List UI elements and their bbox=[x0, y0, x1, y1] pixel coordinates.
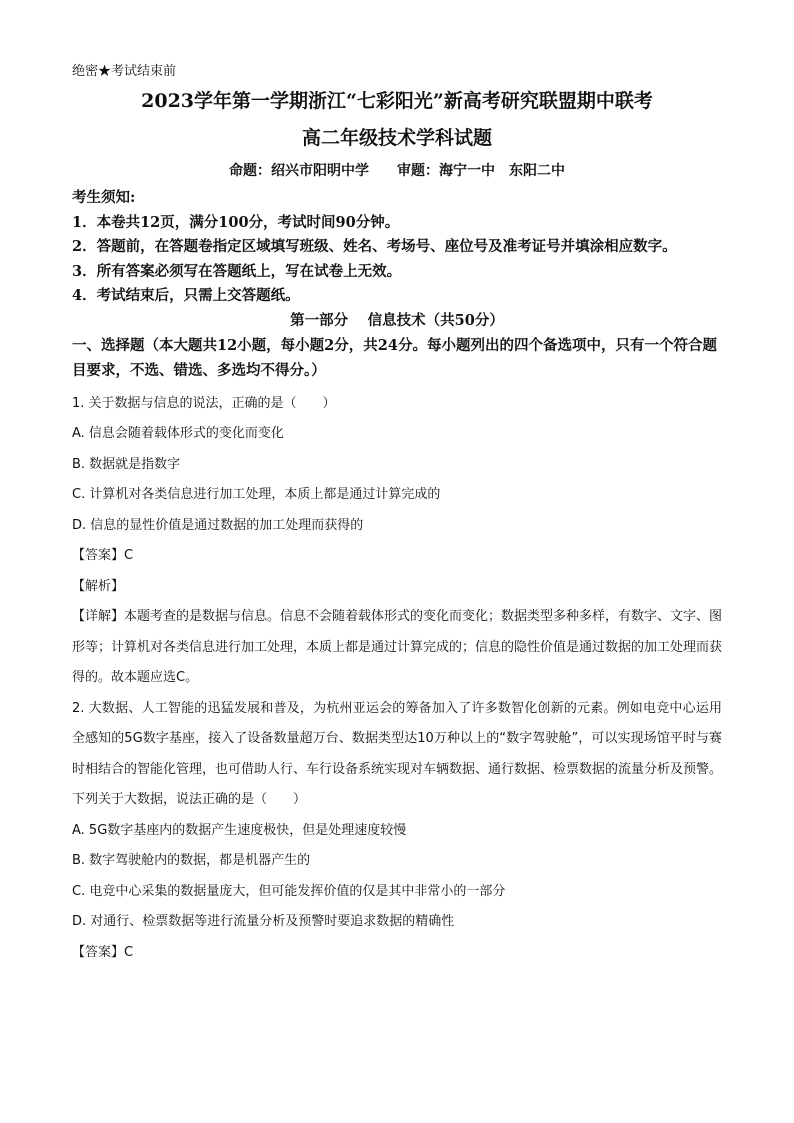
option-d: D. 信息的显性价值是通过数据的加工处理而获得的 bbox=[72, 517, 364, 533]
option-c: C. 电竞中心采集的数据量庞大，但可能发挥价值的仅是其中非常小的一部分 bbox=[72, 883, 506, 899]
notice-heading: 考生须知: bbox=[72, 189, 136, 206]
exam-notice bbox=[72, 186, 722, 309]
answer-label: 【答案】C bbox=[72, 548, 134, 563]
question-stem: 2. 大数据、人工智能的迅猛发展和普及，为杭州亚运会的筹备加入了许多数智化创新的元素。例如电竞中心运用全感知的5G数字基座，接入了设备数量超万台、数据类型达10万种以上的“数字驾驶舱”，可以实现场馆平时与赛时相结合的智能化管理，也可借助人行、车行设备系统实现对车辆数据、通行数据、检票数据的流量分析及预警。下列关于大数据，说法正确的是（ ） bbox=[72, 700, 723, 807]
exam-subtitle: 高二年级技术学科试题 bbox=[301, 127, 492, 149]
answer-label: 【答案】C bbox=[72, 944, 134, 960]
option-d: D. 对通行、检票数据等进行流量分析及预警时要追求数据的精确性 bbox=[72, 914, 455, 929]
question-2 bbox=[72, 694, 722, 969]
exam-title: 2023学年第一学期浙江“七彩阳光”新高考研究联盟期中联考 bbox=[141, 90, 653, 112]
section-title: 一、选择题（本大题共12小题，每小题2分，共24分。每小题列出的四个备选项中，只有一个符合题目要求，不选、错选、多选均不得分。） bbox=[72, 336, 717, 379]
option-a: A. 5G数字基座内的数据产生速度极快，但是处理速度较慢 bbox=[72, 822, 407, 838]
analysis-label: 【解析】 bbox=[72, 578, 125, 594]
option-a: A. 信息会随着载体形式的变化而变化 bbox=[72, 426, 284, 441]
option-c: C. 计算机对各类信息进行加工处理，本质上都是通过计算完成的 bbox=[72, 487, 441, 502]
option-b: B. 数据就是指数字 bbox=[72, 456, 181, 472]
notice-item: 1．本卷共12页，满分100分，考试时间90分钟。 bbox=[72, 213, 400, 231]
question-stem: 1. 关于数据与信息的说法，正确的是（ ） bbox=[72, 395, 336, 411]
authors-line: 命题：绍兴市阳明中学 审题：海宁一中 东阳二中 bbox=[229, 163, 565, 179]
detail-explanation: 【详解】本题考查的是数据与信息。信息不会随着载体形式的变化而变化；数据类型多种多样，有数字、文字、图形等；计算机对各类信息进行加工处理，本质上都是通过计算完成的；信息的隐性价值是通过数据的加工处理而获得的。故本题应选C。 bbox=[72, 609, 723, 685]
exam-page bbox=[72, 62, 722, 968]
part-title: 第一部分 信息技术（共50分） bbox=[290, 311, 504, 329]
notice-item: 2．答题前，在答题卷指定区域填写班级、姓名、考场号、座位号及准考证号并填涂相应数字。 bbox=[72, 238, 677, 255]
notice-item: 4．考试结束后，只需上交答题纸。 bbox=[72, 287, 300, 304]
option-b: B. 数字驾驶舱内的数据，都是机器产生的 bbox=[72, 853, 311, 868]
question-1 bbox=[72, 389, 722, 694]
confidential-label: 绝密★考试结束前 bbox=[72, 64, 177, 79]
notice-item: 3．所有答案必须写在答题纸上，写在试卷上无效。 bbox=[72, 262, 402, 280]
